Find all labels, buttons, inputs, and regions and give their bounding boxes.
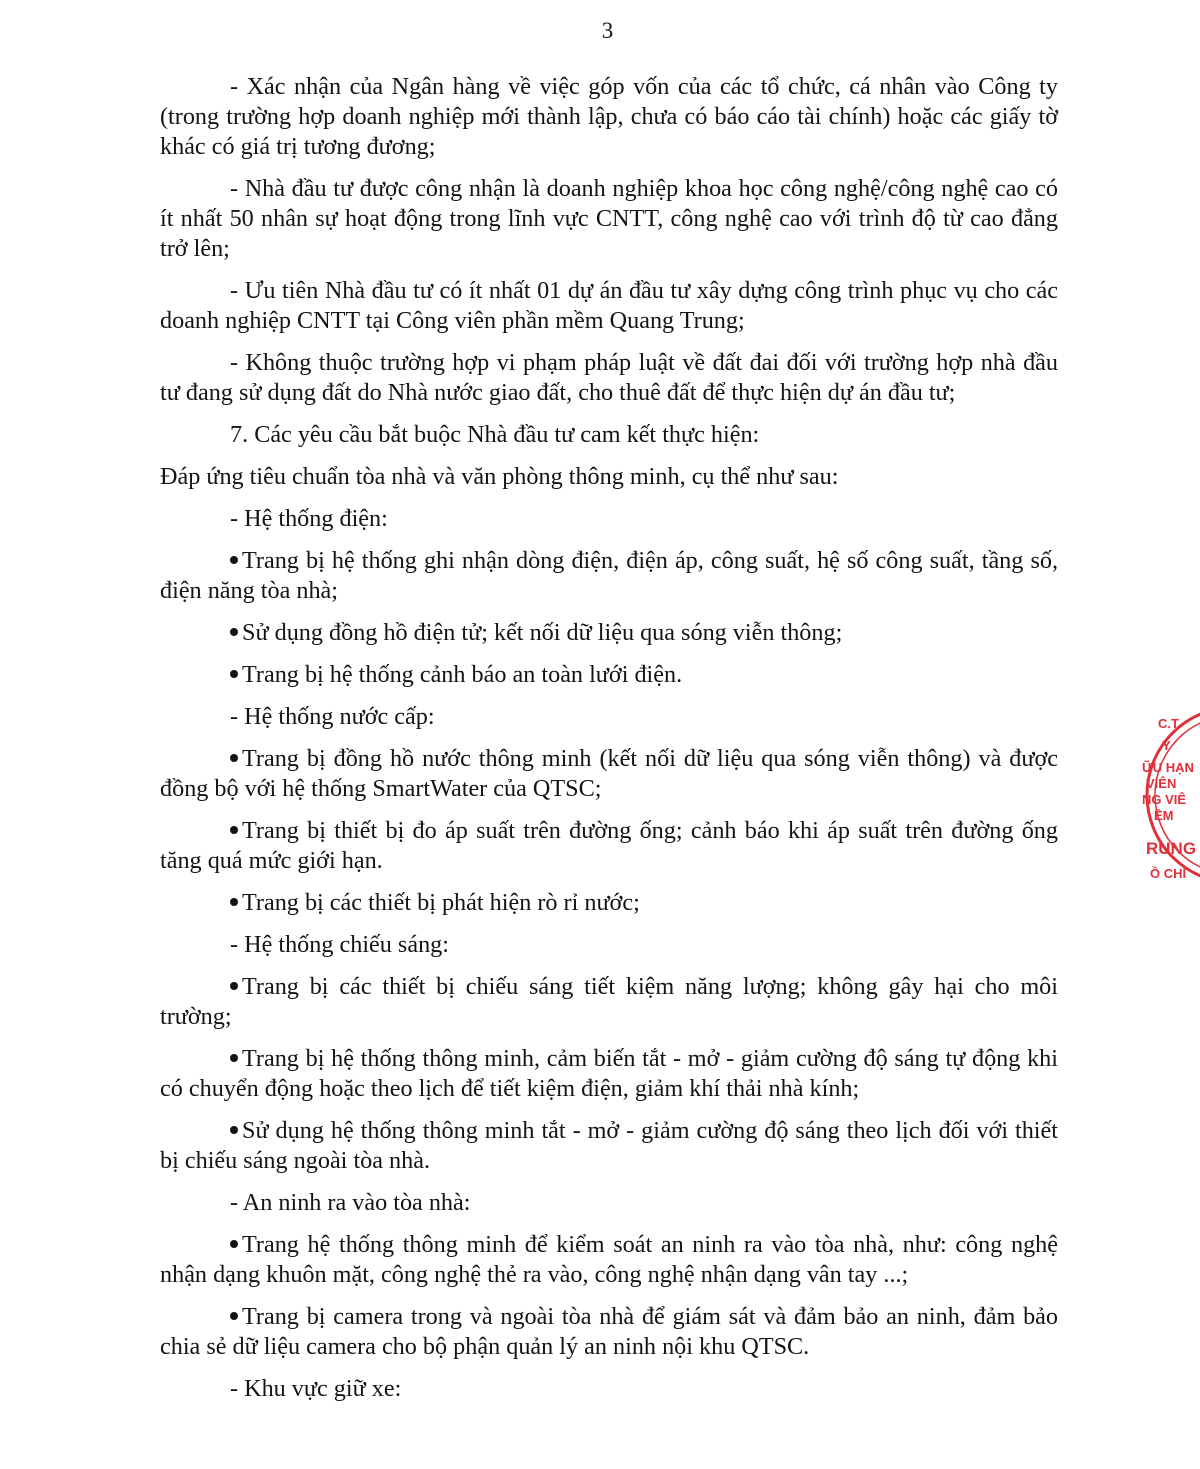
bullet-paragraph bbox=[160, 546, 1058, 606]
paragraph-text: Trang bị hệ thống cảnh báo an toàn lưới điện. bbox=[242, 661, 683, 688]
bullet-icon bbox=[230, 982, 238, 990]
paragraph-text: - Nhà đầu tư được công nhận là doanh nghiệp khoa học công nghệ/công nghệ cao có ít nhất 50 nhân sự hoạt động trong lĩnh vực CNTT, công nghệ cao với trình độ từ cao đẳng trở lên; bbox=[160, 175, 1058, 262]
bullet-paragraph bbox=[160, 618, 1058, 648]
paragraph-text: Sử dụng đồng hồ điện tử; kết nối dữ liệu qua sóng viễn thông; bbox=[242, 619, 843, 646]
bullet-icon bbox=[230, 1240, 238, 1248]
paragraph bbox=[160, 930, 1058, 960]
seal-text: C.T bbox=[1158, 716, 1179, 731]
paragraph bbox=[160, 420, 1058, 450]
paragraph bbox=[160, 72, 1058, 162]
paragraph-text: - Hệ thống điện: bbox=[230, 505, 388, 532]
paragraph-text: - An ninh ra vào tòa nhà: bbox=[230, 1189, 471, 1216]
bullet-paragraph bbox=[160, 744, 1058, 804]
paragraph-text: Trang bị camera trong và ngoài tòa nhà để giám sát và đảm bảo an ninh, đảm bảo chia sẻ dữ liệu camera cho bộ phận quản lý an ninh nội khu QTSC. bbox=[160, 1303, 1058, 1360]
seal-text: ỀM bbox=[1154, 808, 1174, 823]
document-body bbox=[160, 72, 1058, 1416]
bullet-icon bbox=[230, 826, 238, 834]
paragraph bbox=[160, 348, 1058, 408]
paragraph bbox=[160, 504, 1058, 534]
seal-text: Y bbox=[1162, 738, 1171, 753]
paragraph bbox=[160, 462, 1058, 492]
paragraph bbox=[160, 174, 1058, 264]
bullet-icon bbox=[230, 898, 238, 906]
paragraph-text: - Ưu tiên Nhà đầu tư có ít nhất 01 dự án đầu tư xây dựng công trình phục vụ cho các doanh nghiệp CNTT tại Công viên phần mềm Quang Trung; bbox=[160, 277, 1058, 334]
paragraph-text: - Hệ thống chiếu sáng: bbox=[230, 931, 449, 958]
paragraph bbox=[160, 1188, 1058, 1218]
paragraph-text: Sử dụng hệ thống thông minh tắt - mở - giảm cường độ sáng theo lịch đối với thiết bị chiếu sáng ngoài tòa nhà. bbox=[160, 1117, 1058, 1174]
paragraph-text: Trang bị đồng hồ nước thông minh (kết nối dữ liệu qua sóng viễn thông) và được đồng bộ với hệ thống SmartWater của QTSC; bbox=[160, 745, 1058, 802]
seal-text: RUNG bbox=[1146, 839, 1197, 858]
bullet-icon bbox=[230, 670, 238, 678]
paragraph bbox=[160, 1374, 1058, 1404]
bullet-paragraph bbox=[160, 1230, 1058, 1290]
seal-text: Ồ CHÍ bbox=[1150, 866, 1187, 881]
paragraph bbox=[160, 276, 1058, 336]
bullet-paragraph bbox=[160, 1116, 1058, 1176]
seal-text: VIÊN bbox=[1146, 776, 1177, 791]
bullet-paragraph bbox=[160, 888, 1058, 918]
bullet-paragraph bbox=[160, 1044, 1058, 1104]
paragraph-text: 7. Các yêu cầu bắt buộc Nhà đầu tư cam kết thực hiện: bbox=[230, 421, 760, 448]
paragraph-text: Trang bị hệ thống ghi nhận dòng điện, điện áp, công suất, hệ số công suất, tầng số, điện năng tòa nhà; bbox=[160, 547, 1058, 604]
paragraph-text: Trang hệ thống thông minh để kiểm soát an ninh ra vào tòa nhà, như: công nghệ nhận dạng khuôn mặt, công nghệ thẻ ra vào, công nghệ nhận dạng vân tay ...; bbox=[160, 1231, 1058, 1288]
bullet-icon bbox=[230, 628, 238, 636]
bullet-icon bbox=[230, 754, 238, 762]
bullet-icon bbox=[230, 556, 238, 564]
paragraph-text: Trang bị hệ thống thông minh, cảm biến tắt - mở - giảm cường độ sáng tự động khi có chuyển động hoặc theo lịch để tiết kiệm điện, giảm khí thải nhà kính; bbox=[160, 1045, 1058, 1102]
paragraph-text: Trang bị thiết bị đo áp suất trên đường ống; cảnh báo khi áp suất trên đường ống tăng quá mức giới hạn. bbox=[160, 817, 1058, 874]
paragraph-text: - Khu vực giữ xe: bbox=[230, 1375, 402, 1402]
company-seal bbox=[1140, 700, 1200, 890]
bullet-icon bbox=[230, 1054, 238, 1062]
bullet-paragraph bbox=[160, 972, 1058, 1032]
paragraph bbox=[160, 702, 1058, 732]
bullet-paragraph bbox=[160, 660, 1058, 690]
paragraph-text: - Hệ thống nước cấp: bbox=[230, 703, 435, 730]
paragraph-text: Trang bị các thiết bị phát hiện rò rỉ nước; bbox=[242, 889, 640, 916]
page-number: 3 bbox=[601, 18, 614, 43]
seal-text: NG VIÊ bbox=[1142, 792, 1187, 807]
bullet-paragraph bbox=[160, 816, 1058, 876]
paragraph-text: - Xác nhận của Ngân hàng về việc góp vốn của các tổ chức, cá nhân vào Công ty (trong trường hợp doanh nghiệp mới thành lập, chưa có báo cáo tài chính) hoặc các giấy tờ khác có giá trị tương đương; bbox=[160, 73, 1058, 160]
seal-text: ỮU HẠN bbox=[1142, 760, 1194, 775]
bullet-paragraph bbox=[160, 1302, 1058, 1362]
paragraph-text: - Không thuộc trường hợp vi phạm pháp luật về đất đai đối với trường hợp nhà đầu tư đang sử dụng đất do Nhà nước giao đất, cho thuê đất để thực hiện dự án đầu tư; bbox=[160, 349, 1058, 406]
paragraph-text: Đáp ứng tiêu chuẩn tòa nhà và văn phòng thông minh, cụ thể như sau: bbox=[160, 463, 839, 490]
paragraph-text: Trang bị các thiết bị chiếu sáng tiết kiệm năng lượng; không gây hại cho môi trường; bbox=[160, 973, 1058, 1030]
bullet-icon bbox=[230, 1312, 238, 1320]
bullet-icon bbox=[230, 1126, 238, 1134]
